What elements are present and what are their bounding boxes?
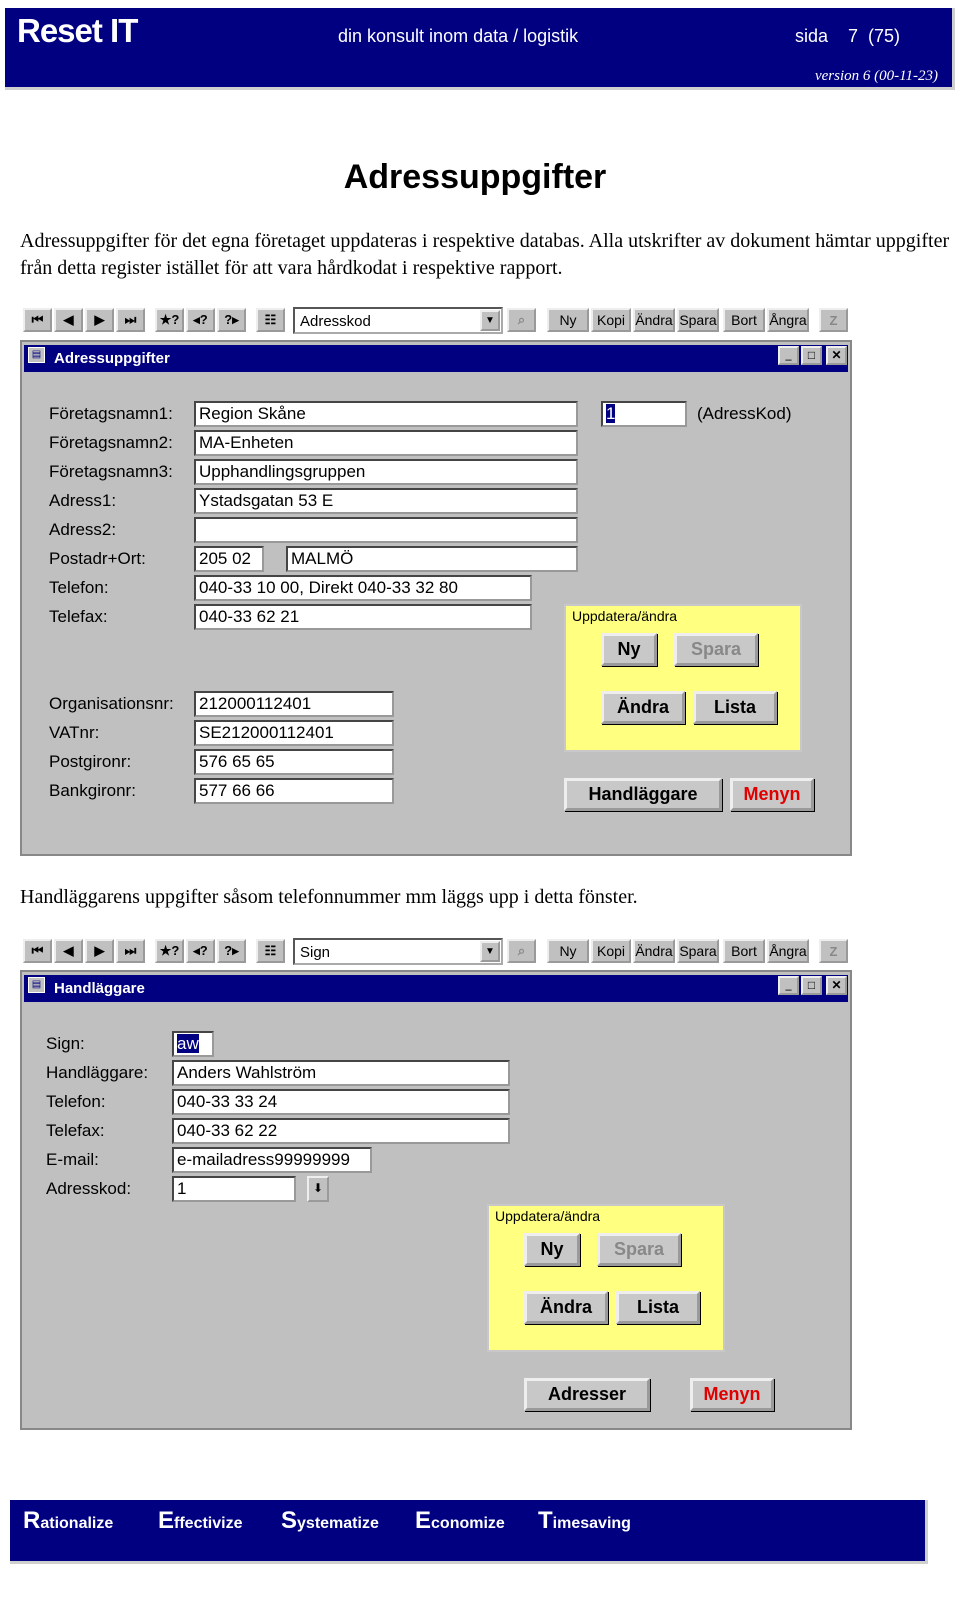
mid-paragraph: Handläggarens uppgifter såsom telefonnummer mm läggs upp i detta fönster. [20, 886, 638, 908]
edit-button[interactable]: Ändra [633, 939, 675, 963]
update-panel [564, 604, 802, 752]
label-sign: Sign: [46, 1034, 85, 1053]
label-postadr-ort: Postadr+Ort: [49, 549, 146, 568]
footer-word-economize: Economize [415, 1507, 505, 1534]
adress2-field[interactable] [194, 517, 578, 543]
label-telefon: Telefon: [49, 578, 109, 597]
query-all-icon[interactable]: ★? [155, 308, 184, 332]
foretagsnamn2-field[interactable]: MA-Enheten [194, 430, 578, 456]
zip-field[interactable]: 205 02 [194, 546, 264, 572]
save-button[interactable]: Spara [677, 308, 719, 332]
label-foretagsnamn1: Företagsnamn1: [49, 404, 173, 423]
prev-record-icon[interactable]: ◀ [54, 939, 83, 963]
label-handlaggare: Handläggare: [46, 1063, 149, 1082]
undo-icon[interactable]: Z [819, 308, 848, 332]
lista-button[interactable]: Lista [693, 691, 777, 724]
andra-button[interactable]: Ändra [524, 1291, 608, 1324]
delete-button[interactable]: Bort [723, 308, 765, 332]
query-prev-icon[interactable]: ◂? [186, 308, 215, 332]
close-icon[interactable]: ✕ [826, 346, 847, 365]
label-telefax: Telefax: [46, 1121, 105, 1140]
intro-paragraph: Adressuppgifter för det egna företaget uppdateras i respektive databas. Alla utskrifter av dokument hämtar uppgifter från detta register istället för att vara hårdkodat i respektive rapport. [20, 230, 950, 279]
adresser-button[interactable]: Adresser [524, 1378, 650, 1411]
label-bankgironr: Bankgironr: [49, 781, 136, 800]
window-title: Adressuppgifter [24, 345, 848, 372]
query-all-icon[interactable]: ★? [155, 939, 184, 963]
foretagsnamn1-field[interactable]: Region Skåne [194, 401, 578, 427]
undo-button[interactable]: Ångra [767, 939, 809, 963]
edit-button[interactable]: Ändra [633, 308, 675, 332]
footer-word-timesaving: Timesaving [538, 1507, 631, 1534]
adresskod-field[interactable]: 1 [601, 401, 687, 427]
label-telefon: Telefon: [46, 1092, 106, 1111]
label-vatnr: VATnr: [49, 723, 100, 742]
label-foretagsnamn2: Företagsnamn2: [49, 433, 173, 452]
last-record-icon[interactable]: ⏭ [116, 939, 145, 963]
panel-title: Uppdatera/ändra [572, 608, 678, 624]
bankgironr-field[interactable]: 577 66 66 [194, 778, 394, 804]
new-button[interactable]: Ny [547, 939, 589, 963]
record-combo[interactable] [293, 938, 503, 965]
toolbar-handlaggare [23, 937, 853, 967]
query-next-icon[interactable]: ?▸ [217, 308, 246, 332]
next-record-icon[interactable]: ▶ [85, 939, 114, 963]
minimize-icon[interactable]: _ [778, 976, 799, 995]
maximize-icon[interactable]: □ [801, 346, 822, 365]
label-organisationsnr: Organisationsnr: [49, 694, 174, 713]
email-field[interactable]: e-mailadress99999999 [172, 1147, 372, 1173]
ny-button[interactable]: Ny [601, 633, 657, 666]
next-record-icon[interactable]: ▶ [85, 308, 114, 332]
page-header [5, 8, 955, 90]
app-icon: ▤ [28, 977, 45, 993]
label-postgironr: Postgironr: [49, 752, 132, 771]
filter-icon[interactable]: ⌕ [507, 939, 536, 963]
adress1-field[interactable]: Ystadsgatan 53 E [194, 488, 578, 514]
list-icon[interactable]: ☷ [256, 939, 285, 963]
save-button[interactable]: Spara [677, 939, 719, 963]
vatnr-field[interactable]: SE212000112401 [194, 720, 394, 746]
page-footer [10, 1500, 928, 1564]
delete-button[interactable]: Bort [723, 939, 765, 963]
footer-word-rationalize: Rationalize [23, 1507, 114, 1534]
label-telefax: Telefax: [49, 607, 108, 626]
telefax-field[interactable]: 040-33 62 21 [194, 604, 532, 630]
window-handlaggare [20, 970, 852, 1430]
label-adresskod: Adresskod: [46, 1179, 132, 1198]
window-title: Handläggare [24, 975, 848, 1002]
andra-button[interactable]: Ändra [601, 691, 685, 724]
record-combo-value: Adresskod [300, 313, 371, 330]
undo-icon[interactable]: Z [819, 939, 848, 963]
organisationsnr-field[interactable]: 212000112401 [194, 691, 394, 717]
dropdown-icon[interactable]: ⬇ [307, 1176, 329, 1202]
telefon-field[interactable]: 040-33 10 00, Direkt 040-33 32 80 [194, 575, 532, 601]
minimize-icon[interactable]: _ [778, 346, 799, 365]
page-title: Adressuppgifter [343, 158, 607, 196]
window-adressuppgifter [20, 340, 852, 856]
label-foretagsnamn3: Företagsnamn3: [49, 462, 173, 481]
copy-button[interactable]: Kopi [591, 939, 631, 963]
list-icon[interactable]: ☷ [256, 308, 285, 332]
record-combo[interactable] [293, 307, 503, 334]
label-email: E-mail: [46, 1150, 99, 1169]
lista-button[interactable]: Lista [616, 1291, 700, 1324]
tagline: din konsult inom data / logistik [338, 26, 579, 46]
label-adress1: Adress1: [49, 491, 117, 510]
telefon-field[interactable]: 040-33 33 24 [172, 1089, 510, 1115]
foretagsnamn3-field[interactable]: Upphandlingsgruppen [194, 459, 578, 485]
prev-record-icon[interactable]: ◀ [54, 308, 83, 332]
chevron-down-icon[interactable]: ▼ [480, 941, 500, 962]
version-label: version 6 (00-11-23) [814, 68, 938, 84]
query-next-icon[interactable]: ?▸ [217, 939, 246, 963]
panel-title: Uppdatera/ändra [495, 1208, 601, 1224]
first-record-icon[interactable]: ⏮ [23, 939, 52, 963]
postgironr-field[interactable]: 576 65 65 [194, 749, 394, 775]
update-panel [487, 1204, 725, 1352]
toolbar-address [23, 306, 853, 336]
record-combo-value: Sign [300, 944, 331, 961]
city-field[interactable]: MALMÖ [286, 546, 578, 572]
spara-button[interactable]: Spara [597, 1233, 681, 1266]
copy-button[interactable]: Kopi [591, 308, 631, 332]
handlaggare-button[interactable]: Handläggare [564, 778, 722, 811]
page-number: sida 7 (75) [795, 26, 901, 46]
ny-button[interactable]: Ny [524, 1233, 580, 1266]
menyn-button[interactable]: Menyn [690, 1378, 774, 1411]
filter-icon[interactable]: ⌕ [507, 308, 536, 332]
adresskod-label: (AdressKod) [697, 404, 792, 423]
adresskod-field[interactable]: 1 [172, 1176, 296, 1202]
query-prev-icon[interactable]: ◂? [186, 939, 215, 963]
label-adress2: Adress2: [49, 520, 117, 539]
app-icon: ▤ [28, 347, 45, 363]
undo-button[interactable]: Ångra [767, 308, 809, 332]
first-record-icon[interactable]: ⏮ [23, 308, 52, 332]
footer-word-systematize: Systematize [281, 1507, 379, 1534]
maximize-icon[interactable]: □ [801, 976, 822, 995]
telefax-field[interactable]: 040-33 62 22 [172, 1118, 510, 1144]
footer-word-effectivize: Effectivize [158, 1507, 243, 1534]
menyn-button[interactable]: Menyn [730, 778, 814, 811]
chevron-down-icon[interactable]: ▼ [480, 310, 500, 331]
logo: Reset IT [17, 12, 138, 49]
new-button[interactable]: Ny [547, 308, 589, 332]
spara-button[interactable]: Spara [674, 633, 758, 666]
last-record-icon[interactable]: ⏭ [116, 308, 145, 332]
close-icon[interactable]: ✕ [826, 976, 847, 995]
handlaggare-field[interactable]: Anders Wahlström [172, 1060, 510, 1086]
sign-field[interactable]: aw [172, 1031, 214, 1057]
